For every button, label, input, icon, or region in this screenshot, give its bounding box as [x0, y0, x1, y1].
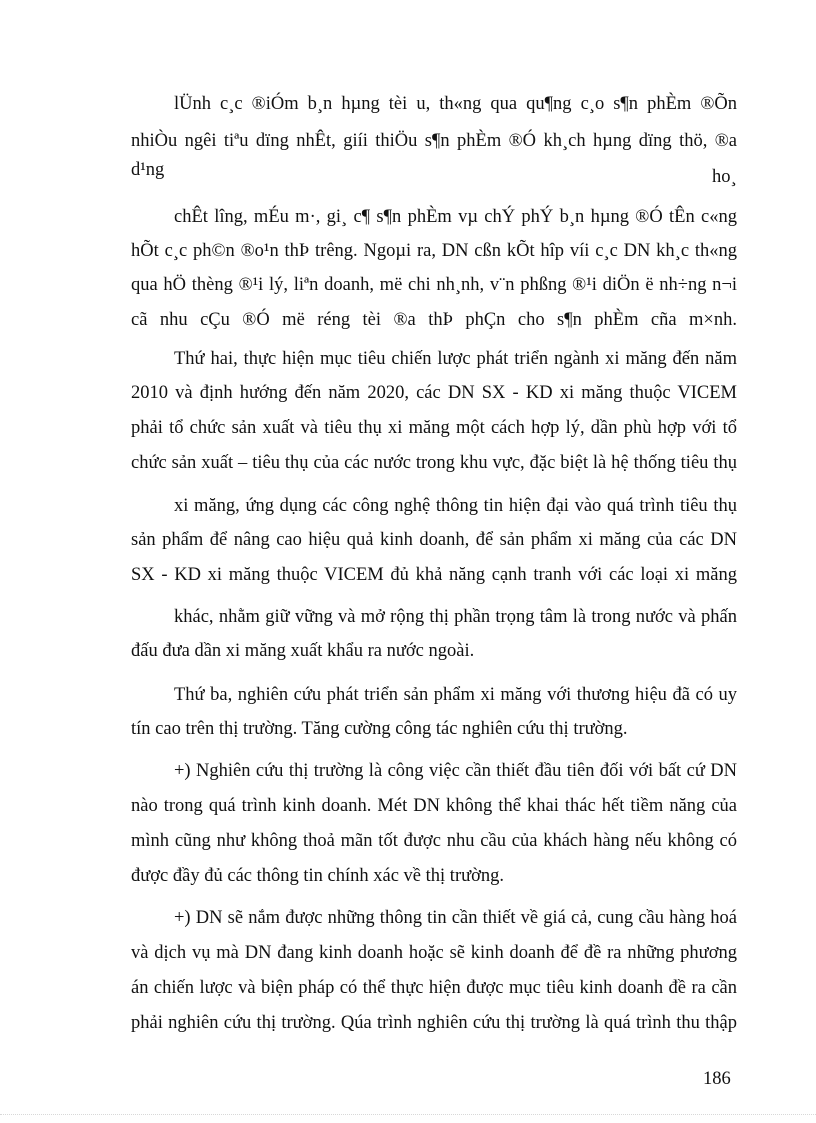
text-line: hÕt c¸c ph©n ®o¹n thÞ trêng. Ngoµi ra, DN cßn kÕt hîp víi c¸c DN kh¸c th«ng [131, 241, 737, 261]
page-number: 186 [703, 1069, 731, 1089]
text-line: chức sản xuất – tiêu thụ của các nước trong khu vực, đặc biệt là hệ thống tiêu thụ [131, 453, 737, 473]
text-line: Thứ ba, nghiên cứu phát triển sản phẩm xi măng với thương hiệu đã có uy [174, 685, 737, 705]
text-line: qua hÖ thèng ®¹i lý, liªn doanh, më chi nh¸nh, v¨n phßng ®¹i diÖn ë nh÷ng n¬i [131, 275, 737, 295]
text-line: sản phẩm để nâng cao hiệu quả kinh doanh, để sản phẩm xi măng của các DN [131, 530, 737, 550]
text-line: SX - KD xi măng thuộc VICEM đủ khả năng cạnh tranh với các loại xi măng [131, 565, 737, 585]
text-line: và dịch vụ mà DN đang kinh doanh hoặc sẽ kinh doanh để đề ra những phương [131, 943, 737, 963]
text-line: nhiÒu ngêi tiªu dïng nhÊt, giíi thiÖu s¶n phÈm ®Ó kh¸ch hµng dïng thö, ®a [131, 131, 737, 151]
text-line: tín cao trên thị trường. Tăng cường công tác nghiên cứu thị trường. [131, 719, 628, 739]
text-line: Thứ hai, thực hiện mục tiêu chiến lược phát triển ngành xi măng đến năm [174, 349, 737, 369]
text-line: đấu đưa dần xi măng xuất khẩu ra nước ngoài. [131, 641, 475, 661]
text-line: nào trong quá trình kinh doanh. Mét DN không thể khai thác hết tiềm năng của [131, 796, 737, 816]
text-line: cã nhu cÇu ®Ó më réng tèi ®a thÞ phÇn cho s¶n phÈm cña m×nh. [131, 310, 737, 330]
text-line: +) Nghiên cứu thị trường là công việc cần thiết đầu tiên đối với bất cứ DN [174, 761, 737, 781]
page-border [0, 1114, 816, 1115]
text-line: mình cũng như không thoả mãn tốt được nhu cầu của khách hàng nếu không có [131, 831, 737, 851]
text-line: án chiến lược và biện pháp có thể thực hiện được mục tiêu kinh doanh đề ra cần [131, 978, 737, 998]
text-line: phải tổ chức sản xuất và tiêu thụ xi măng một cách hợp lý, dần phù hợp với tổ [131, 418, 737, 438]
text-line: được đầy đủ các thông tin chính xác về thị trường. [131, 866, 505, 886]
text-line: lÜnh c¸c ®iÓm b¸n hµng tèi u, th«ng qua qu¶ng c¸o s¶n phÈm ®Õn [174, 94, 737, 114]
text-line: ho¸ [712, 167, 737, 187]
text-line: d¹ng [131, 160, 165, 180]
text-line: 2010 và định hướng đến năm 2020, các DN SX - KD xi măng thuộc VICEM [131, 383, 737, 403]
text-line: khác, nhằm giữ vững và mở rộng thị phần trọng tâm là trong nước và phấn [174, 607, 737, 627]
text-line: +) DN sẽ nắm được những thông tin cần thiết về giá cả, cung cầu hàng hoá [174, 908, 737, 928]
text-line: phải nghiên cứu thị trường. Qúa trình nghiên cứu thị trường là quá trình thu thập [131, 1013, 737, 1033]
text-line: chÊt lîng, mÉu m·, gi¸ c¶ s¶n phÈm vµ chÝ phÝ b¸n hµng ®Ó tÊn c«ng [174, 207, 737, 227]
text-line: xi măng, ứng dụng các công nghệ thông tin hiện đại vào quá trình tiêu thụ [174, 496, 737, 516]
